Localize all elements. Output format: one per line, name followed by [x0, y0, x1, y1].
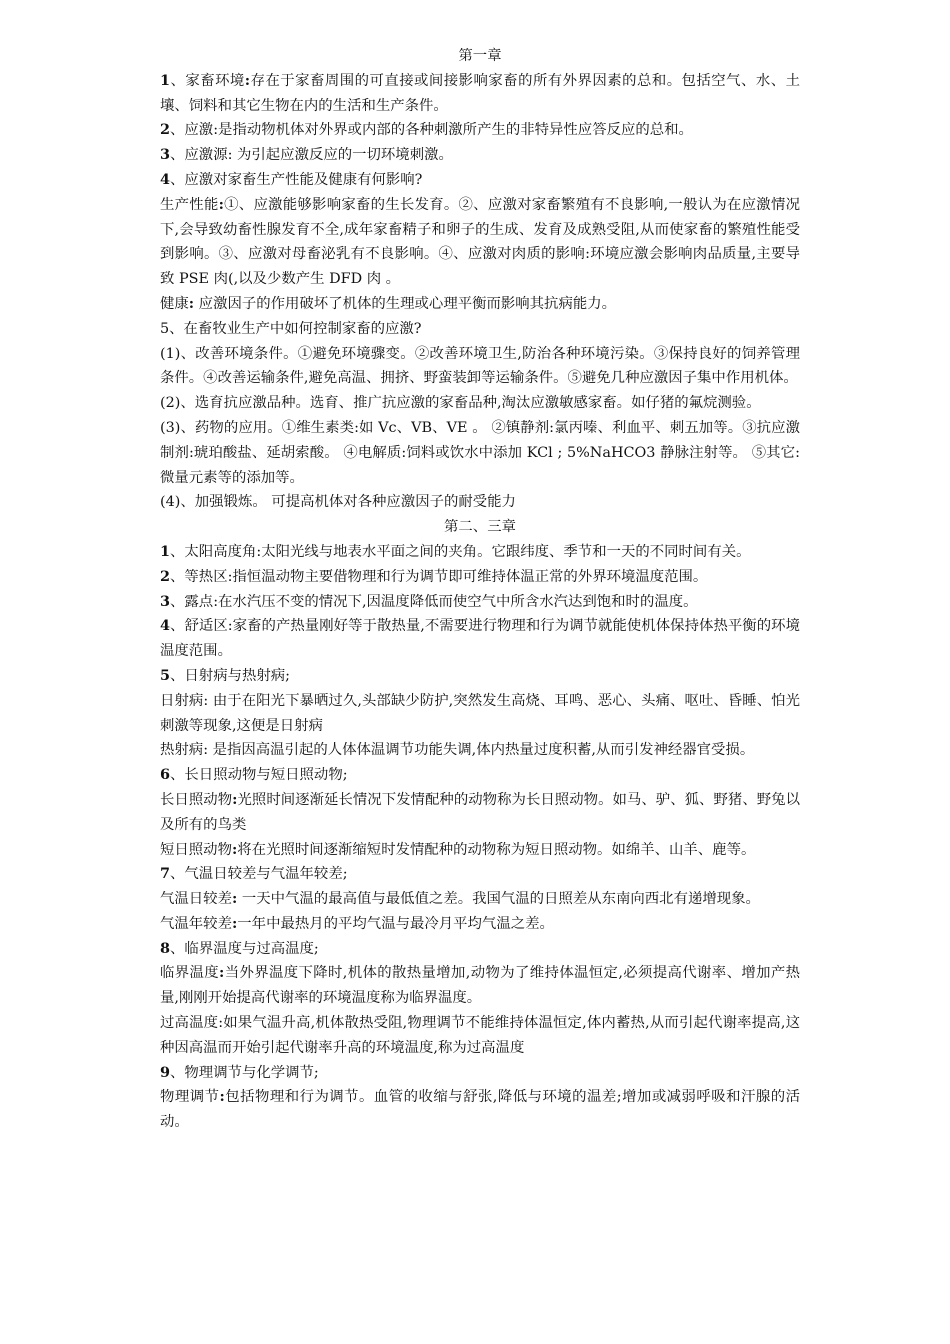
colon: :: [231, 914, 238, 932]
definition: 、等热区:指恒温动物主要借物理和行为调节即可维持体温正常的外界环境温度范围。: [170, 568, 708, 585]
question: 、临界温度与过高温度;: [170, 940, 319, 957]
ch23-item-6: [160, 763, 800, 788]
ch23-item-4: [160, 614, 800, 664]
ch23-item-5b: [160, 738, 800, 763]
ch23-item-1: [160, 540, 800, 565]
question: 、日射病与热射病;: [170, 667, 290, 684]
ch23-item-7a: [160, 887, 800, 912]
answer: : 是指因高温引起的人体体温调节功能失调,体内热量过度积蓄,从而引发神经器官受损。: [203, 742, 755, 759]
label: 热射病: [160, 742, 204, 759]
ch23-item-8a: [160, 961, 800, 1011]
label: 气温日较差: [160, 891, 232, 908]
question: 、应激对家畜生产性能及健康有何影响?: [170, 171, 423, 188]
question: 、长日照动物与短日照动物;: [170, 767, 348, 784]
colon: :: [231, 840, 238, 858]
label: 健康: [160, 295, 189, 312]
ch1-item-2: [160, 118, 800, 143]
label: 过高温度: [160, 1015, 219, 1032]
ch23-item-9: [160, 1061, 800, 1086]
colon: :: [244, 71, 251, 89]
item-number: 6: [160, 766, 171, 784]
question: 、物理调节与化学调节;: [170, 1064, 319, 1081]
ch1-item-3: [160, 143, 800, 168]
ch23-item-3: [160, 590, 800, 615]
ch23-item-6a: [160, 788, 800, 838]
ch23-item-9a: [160, 1085, 800, 1135]
ch23-item-8: [160, 937, 800, 962]
ch1-measure-4: (4)、加强锻炼。 可提高机体对各种应激因子的耐受能力: [160, 494, 516, 511]
ch1-item-5: 5、在畜牧业生产中如何控制家畜的应激?: [160, 320, 422, 337]
item-number: 8: [160, 939, 171, 957]
answer: 当外界温度下降时,机体的散热量增加,动物为了维持体温恒定,必须提高代谢率、增加产热量,刚刚开始提高代谢率的环境温度称为临界温度。: [160, 965, 800, 1007]
item-number: 2: [160, 121, 171, 139]
ch23-item-5: [160, 664, 800, 689]
ch23-item-7: [160, 862, 800, 887]
answer: 一天中气温的最高值与最低值之差。我国气温的日照差从东南向西北有递增现象。: [237, 891, 760, 908]
label: 气温年较差: [160, 915, 232, 932]
colon: :: [219, 964, 225, 982]
ch1-measure-3: (3)、药物的应用。①维生素类:如 Vc、VB、VE 。 ②镇静剂:氯丙嗪、利血平、刺五加等。③抗应激制剂:琥珀酸盐、延胡索酸。 ④电解质:饲料或饮水中添加 KCl ; 5%NaHCO3 静脉注射等。 ⑤其它:微量元素等的添加等。: [160, 419, 800, 486]
ch1-measure-2: (2)、选育抗应激品种。选育、推广抗应激的家畜品种,淘汰应激敏感家畜。如仔猪的氟烷测验。: [160, 395, 761, 412]
answer: 光照时间逐渐延长情况下发情配种的动物称为长日照动物。如马、驴、狐、野猪、野兔以及所有的鸟类: [160, 791, 800, 833]
label: 短日照动物: [160, 841, 232, 858]
colon: :: [218, 195, 224, 213]
label: 生产性能: [160, 196, 219, 213]
ch23-item-8b: [160, 1011, 800, 1061]
colon: :: [219, 1088, 225, 1106]
item-number: 3: [160, 146, 171, 164]
definition: 、舒适区:家畜的产热量刚好等于散热量,不需要进行物理和行为调节就能使机体保持体热平衡的环境温度范围。: [160, 618, 800, 660]
answer: ①、应激能够影响家畜的生长发育。②、应激对家畜繁殖有不良影响,一般认为在应激情况下,会导致幼畜性腺发育不全,成年家畜精子和卵子的生成、发育及成熟受阻,从而使家畜的繁殖性能受到影响。③、应激对母畜泌乳有不良影响。④、应激对肉质的影响:环境应激会影响肉品质量,主要导致 PSE 肉(,以及少数产生 DFD 肉 。: [160, 196, 800, 288]
item-number: 9: [160, 1063, 171, 1081]
item-number: 4: [160, 617, 171, 635]
chapter-1-title: 第一章: [458, 48, 502, 64]
definition: 、太阳高度角:太阳光线与地表水平面之间的夹角。它跟纬度、季节和一天的不同时间有关。: [170, 543, 751, 560]
item-number: 1: [160, 542, 171, 560]
definition: 、应激:是指动物机体对外界或内部的各种刺激所产生的非特异性应答反应的总和。: [170, 122, 693, 139]
ch1-health: [160, 292, 800, 317]
item-number: 4: [160, 170, 171, 188]
ch1-measure-1: (1)、改善环境条件。①避免环境骤变。②改善环境卫生,防治各种环境污染。③保持良好的饲养管理条件。④改善运输条件,避免高温、拥挤、野蛮装卸等运输条件。⑤避免几种应激因子集中作用机体。: [160, 345, 800, 387]
definition: 存在于家畜周围的可直接或间接影响家畜的所有外界因素的总和。包括空气、水、土壤、饲料和其它生物在内的生活和生产条件。: [160, 72, 800, 114]
ch23-item-6b: [160, 838, 800, 863]
answer: 将在光照时间逐渐缩短时发情配种的动物称为短日照动物。如绵羊、山羊、鹿等。: [237, 841, 756, 858]
answer: 应激因子的作用破坏了机体的生理或心理平衡而影响其抗病能力。: [194, 295, 617, 312]
item-number: 1: [160, 71, 171, 89]
answer: 包括物理和行为调节。血管的收缩与舒张,降低与环境的温差;增加或减弱呼吸和汗腺的活动。: [160, 1089, 800, 1131]
ch23-item-2: [160, 565, 800, 590]
item-number: 3: [160, 592, 171, 610]
question: 、气温日较差与气温年较差;: [170, 866, 348, 883]
answer: : 由于在阳光下暴晒过久,头部缺少防护,突然发生高烧、耳鸣、恶心、头痛、呕吐、昏睡、怕光刺激等现象,这便是日射病: [160, 692, 800, 734]
chapter-2-3-title: 第二、三章: [444, 519, 516, 536]
colon: :: [188, 294, 195, 312]
item-number: 2: [160, 567, 171, 585]
label: 临界温度: [160, 965, 220, 982]
item-number: 5: [160, 666, 171, 684]
term: 、家畜环境: [170, 72, 245, 89]
definition: 、露点:在水汽压不变的情况下,因温度降低而使空气中所含水汽达到饱和时的温度。: [170, 593, 698, 610]
answer: :如果气温升高,机体散热受阻,物理调节不能维持体温恒定,体内蓄热,从而引起代谢率提高,这种因高温而开始引起代谢率升高的环境温度,称为过高温度: [160, 1015, 800, 1056]
label: 日射病: [160, 692, 204, 709]
definition: 、应激源: 为引起应激反应的一切环境刺激。: [170, 147, 453, 164]
ch23-item-5a: [160, 689, 800, 739]
ch1-item-1: [160, 69, 800, 119]
label: 长日照动物: [160, 791, 233, 808]
label: 物理调节: [160, 1089, 220, 1106]
colon: :: [231, 890, 238, 908]
colon: :: [232, 790, 238, 808]
ch23-item-7b: [160, 912, 800, 937]
ch1-item-4: [160, 168, 800, 193]
item-number: 7: [160, 865, 171, 883]
answer: 一年中最热月的平均气温与最冷月平均气温之差。: [237, 915, 554, 932]
ch1-production-performance: [160, 193, 800, 292]
